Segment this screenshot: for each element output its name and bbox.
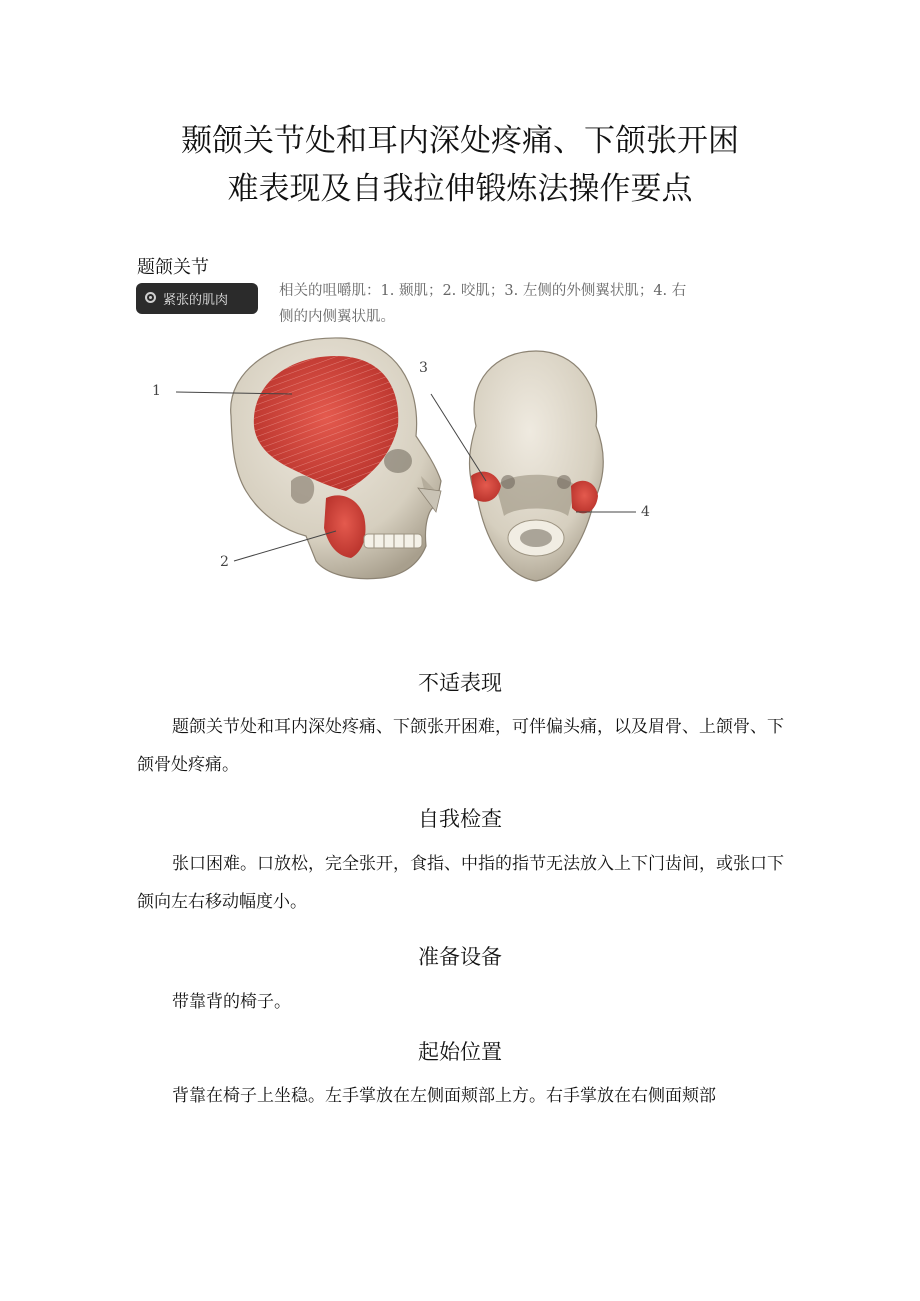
anatomy-figure — [136, 276, 688, 588]
section-text-equipment: 带靠背的椅子。 — [172, 992, 291, 1012]
section-heading-discomfort: 不适表现 — [418, 671, 502, 695]
section-heading-self-check: 自我检查 — [418, 807, 502, 831]
document-title-line-1: 颞颌关节处和耳内深处疼痛、下颌张开困 — [181, 123, 739, 159]
section-heading-start-position: 起始位置 — [418, 1040, 502, 1064]
document-title-line-2: 难表现及自我拉伸锻炼法操作要点 — [227, 171, 693, 207]
figure-caption: 相关的咀嚼肌：1. 颞肌；2. 咬肌；3. 左侧的外侧翼状肌；4. 右侧的内侧翼状肌。 — [279, 283, 687, 325]
section-heading-equipment: 准备设备 — [418, 945, 502, 969]
badge-label: 紧张的肌肉 — [163, 293, 229, 308]
label-4: 4 — [641, 504, 650, 520]
label-3: 3 — [419, 360, 428, 376]
section-text-discomfort: 题颌关节处和耳内深处疼痛、下颌张开困难，可伴偏头痛，以及眉骨、上颌骨、下颌骨处疼痛。 — [137, 717, 784, 775]
label-2: 2 — [220, 554, 229, 570]
section-text-start-position: 背靠在椅子上坐稳。左手掌放在左侧面颊部上方。右手掌放在右侧面颊部 — [172, 1086, 716, 1106]
skull-illustration — [136, 276, 688, 588]
label-1: 1 — [152, 383, 161, 399]
bottom-skull — [470, 351, 604, 581]
side-skull — [231, 338, 441, 579]
section-text-self-check: 张口困难。口放松，完全张开，食指、中指的指节无法放入上下门齿间，或张口下颌向左右移动幅度小。 — [137, 854, 784, 912]
section-label: 题颌关节 — [137, 257, 209, 278]
